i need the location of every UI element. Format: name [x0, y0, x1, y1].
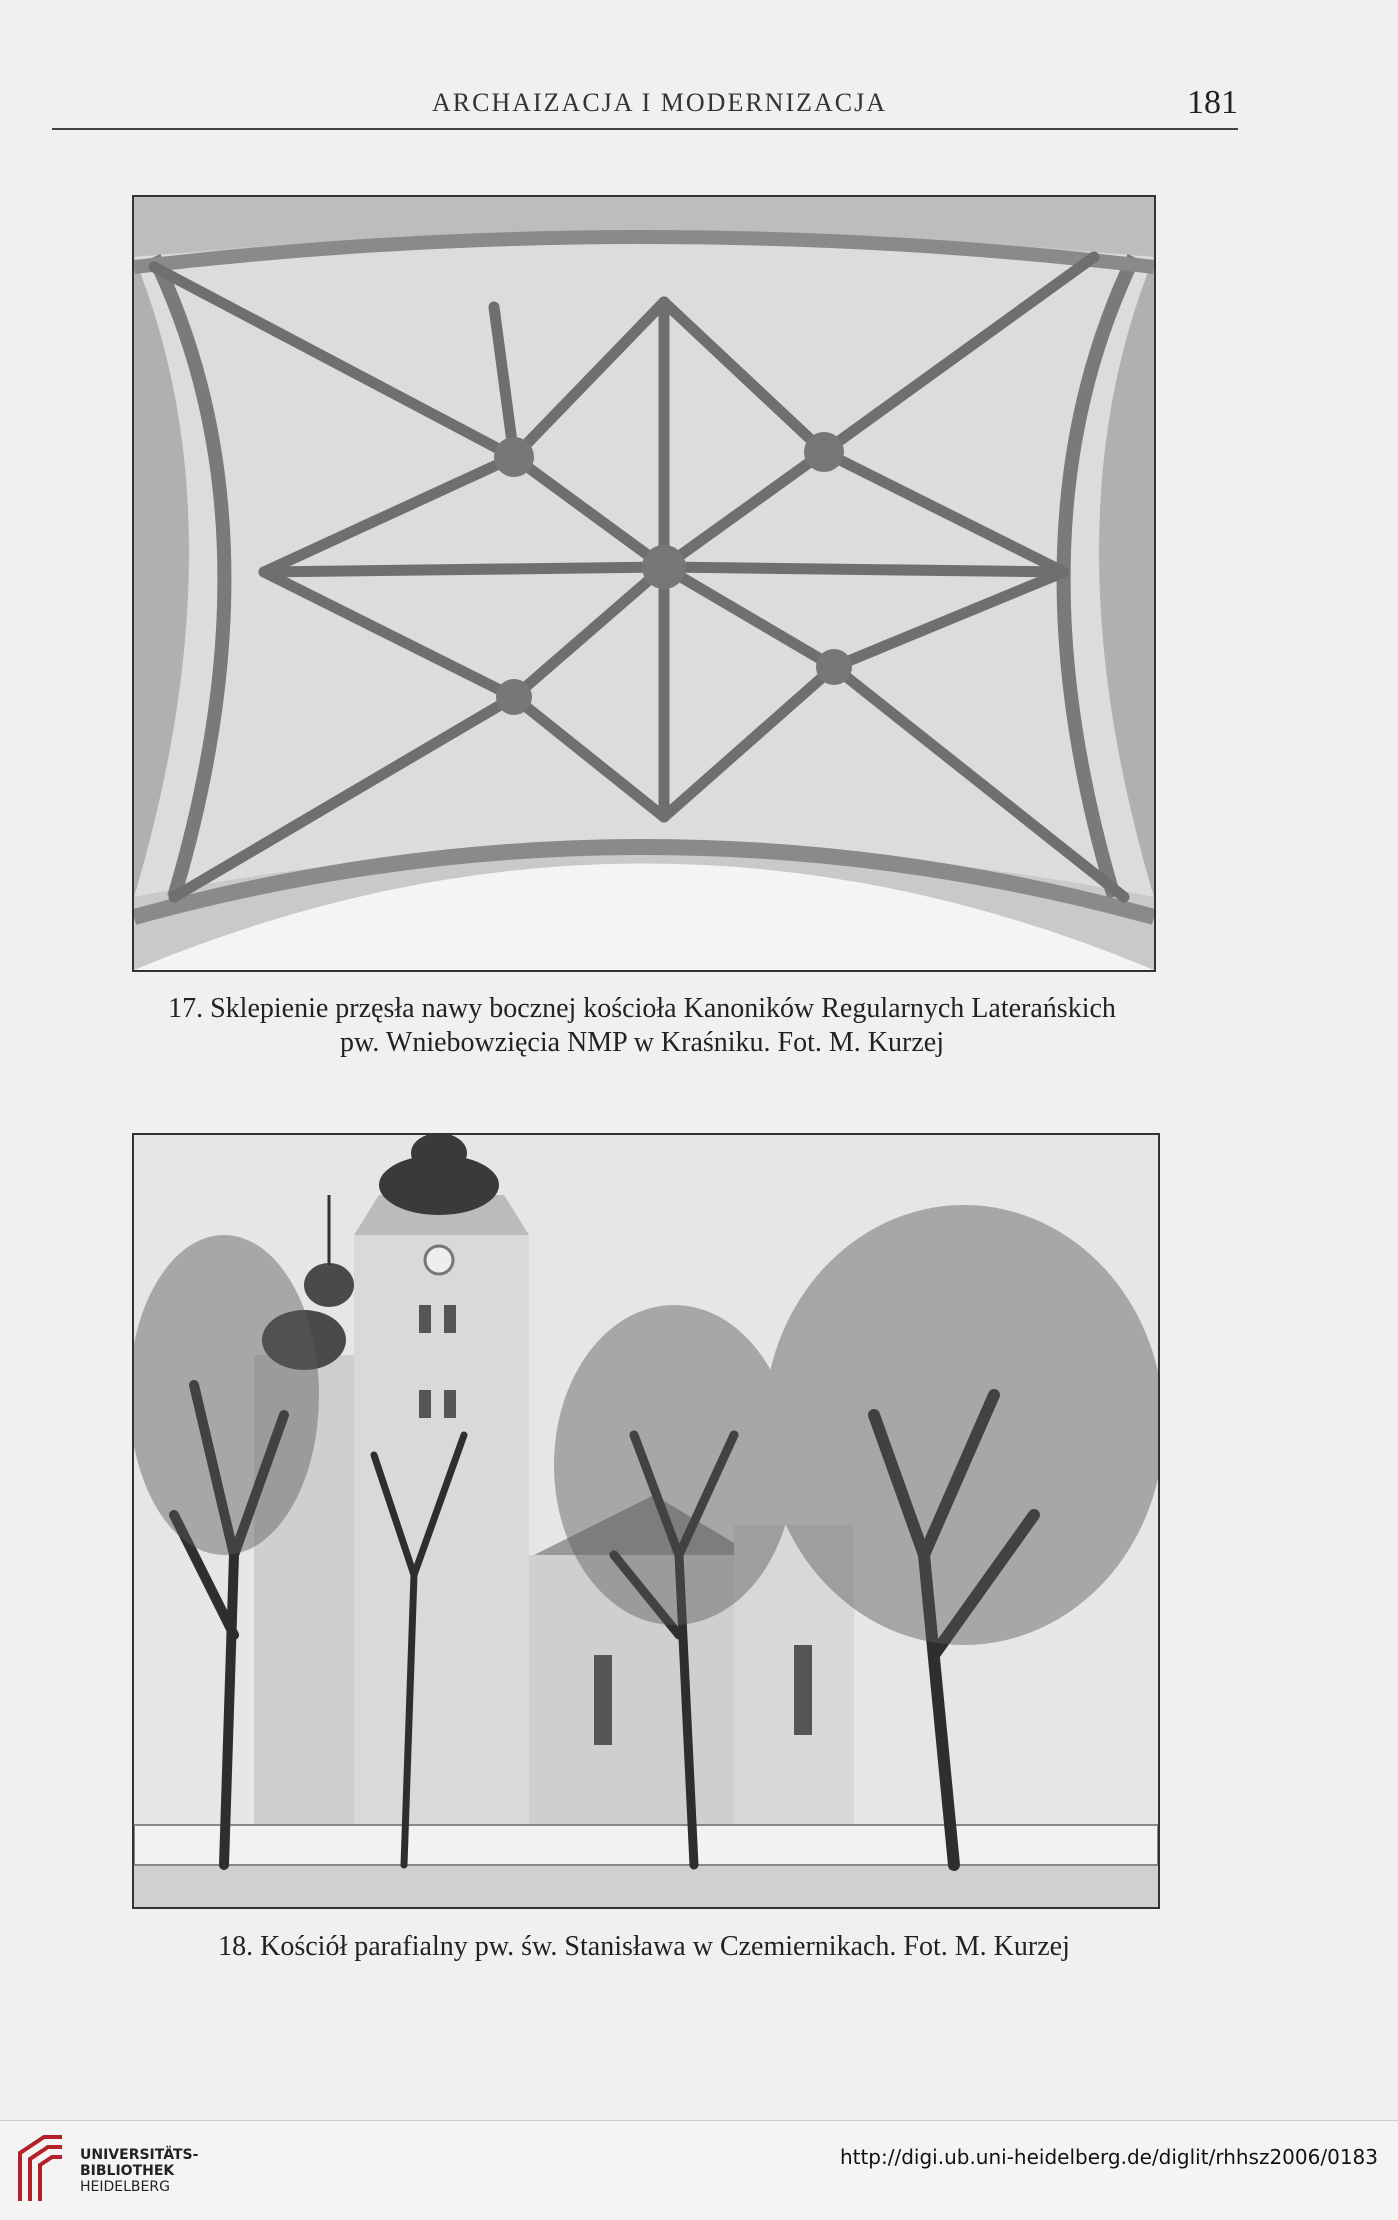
figure-18-church-photo [132, 1133, 1160, 1909]
library-name-line-1: UNIVERSITÄTS- [80, 2147, 199, 2163]
source-url-link[interactable]: http://digi.ub.uni-heidelberg.de/diglit/rhhsz2006/0183 [839, 2145, 1378, 2169]
vault-photo-image [134, 197, 1154, 970]
figure-17-caption-line-2: pw. Wniebowzięcia NMP w Kraśniku. Fot. M. Kurzej [340, 1027, 944, 1058]
church-photo-image [134, 1135, 1158, 1907]
figure-17-caption-line-1: 17. Sklepienie przęsła nawy bocznej kościoła Kanoników Regularnych Laterańskich [168, 993, 1116, 1024]
library-name [80, 2147, 198, 2195]
figure-17-vault-photo [132, 195, 1156, 972]
library-footer-bar [0, 2120, 1398, 2220]
page-number: 181 [1187, 84, 1238, 121]
library-name-line-2: BIBLIOTHEK [80, 2163, 175, 2179]
university-library-logo-icon [14, 2131, 68, 2207]
running-title: ARCHAIZACJA I MODERNIZACJA [432, 88, 888, 117]
library-name-line-3: HEIDELBERG [80, 2179, 170, 2195]
figure-18-caption: 18. Kościół parafialny pw. św. Stanisława w Czemiernikach. Fot. M. Kurzej [218, 1931, 1070, 1962]
figure-17-caption [132, 992, 1152, 1060]
running-header [52, 86, 1238, 130]
